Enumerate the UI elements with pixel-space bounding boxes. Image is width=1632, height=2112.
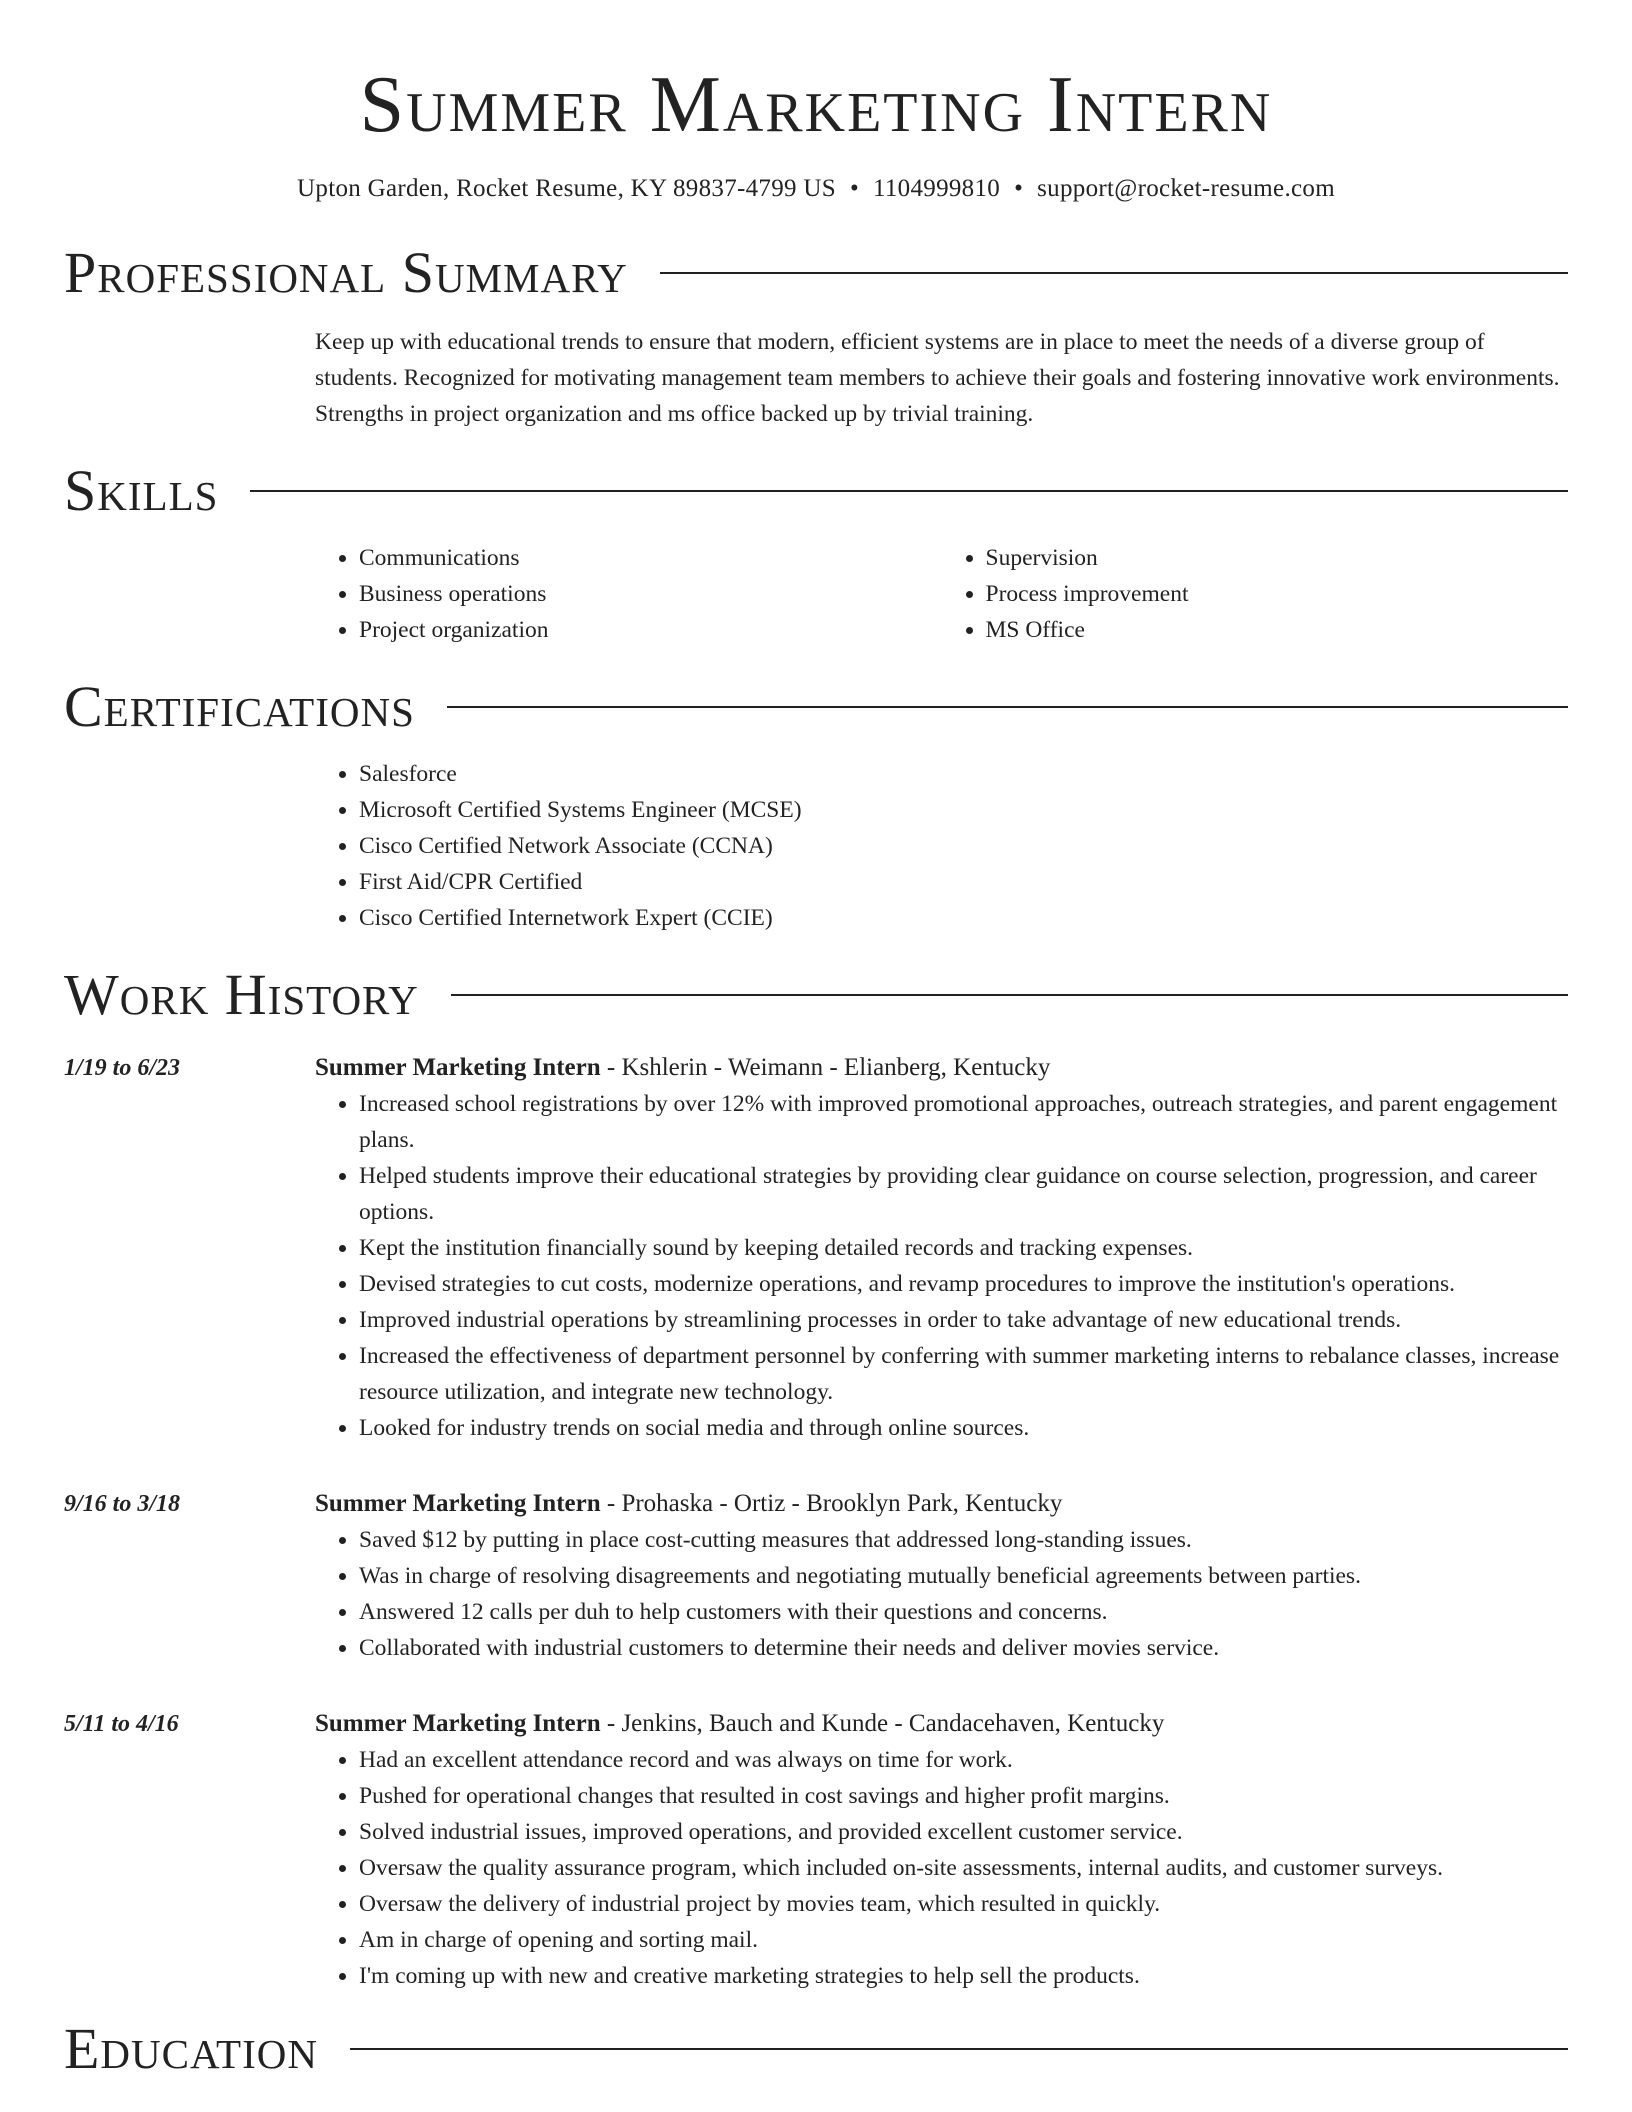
job-role: Summer Marketing Intern [315, 1054, 601, 1081]
job-details [315, 1050, 1568, 1446]
contact-email: support@rocket-resume.com [1037, 175, 1335, 202]
summary-section-body [315, 324, 1568, 432]
certification-item: • Cisco Certified Internetwork Expert (CCIE) [359, 900, 1568, 936]
education-section-title: Education [64, 2016, 318, 2081]
certification-item: • Salesforce [359, 756, 1568, 792]
job-title-line [315, 1706, 1568, 1742]
job-bullet: • Pushed for operational changes that resulted in cost savings and higher profit margins. [359, 1778, 1568, 1814]
job-employer-location: - Jenkins, Bauch and Kunde - Candacehaven, Kentucky [600, 1710, 1165, 1737]
summary-section-header [64, 240, 1568, 306]
certification-item: • First Aid/CPR Certified [359, 864, 1568, 900]
skills-column-left [315, 540, 942, 648]
skills-section-header [64, 458, 1568, 524]
contact-line [64, 172, 1568, 206]
job-entry [64, 1706, 1568, 1994]
job-bullet: • I'm coming up with new and creative marketing strategies to help sell the products. [359, 1958, 1568, 1994]
work-history-section-title: Work History [64, 962, 419, 1027]
job-dates: 9/16 to 3/18 [64, 1491, 181, 1517]
job-bullet: • Increased school registrations by over 12% with improved promotional approaches, outreach strategies, and parent engagement plans. [359, 1086, 1568, 1158]
job-bullet: • Am in charge of opening and sorting mail. [359, 1922, 1568, 1958]
job-bullet: • Solved industrial issues, improved operations, and provided excellent customer service. [359, 1814, 1568, 1850]
skill-item: • Project organization [359, 612, 942, 648]
education-section-header [64, 2016, 1568, 2082]
section-divider [447, 706, 1568, 708]
job-details [315, 1486, 1568, 1666]
job-bullet: • Was in charge of resolving disagreements and negotiating mutually beneficial agreements between parties. [359, 1558, 1568, 1594]
skills-section-title: Skills [64, 458, 219, 523]
skill-item: • MS Office [986, 612, 1569, 648]
work-history-list [64, 1050, 1568, 1994]
resume-name: Summer Marketing Intern [359, 61, 1273, 149]
resume-page [64, 0, 1568, 2112]
certifications-list [315, 756, 1568, 936]
job-bullets [315, 1522, 1568, 1666]
certifications-section-header [64, 674, 1568, 740]
section-divider [350, 2048, 1568, 2050]
job-bullet: • Increased the effectiveness of department personnel by conferring with summer marketing interns to rebalance classes, increase resource utilization, and integrate new technology. [359, 1338, 1568, 1410]
summary-text: Keep up with educational trends to ensure that modern, efficient systems are in place to meet the needs of a diverse group of students. Recognized for motivating management team members to achieve their goals and fostering innovative work environments. Strengths in project organization and ms office backed up by trivial training. [315, 329, 1560, 427]
skill-item: • Business operations [359, 576, 942, 612]
job-bullet: • Had an excellent attendance record and was always on time for work. [359, 1742, 1568, 1778]
job-bullet: • Improved industrial operations by streamlining processes in order to take advantage of new educational trends. [359, 1302, 1568, 1338]
job-entry [64, 1050, 1568, 1446]
job-bullet: • Oversaw the quality assurance program, which included on-site assessments, internal audits, and customer surveys. [359, 1850, 1568, 1886]
skills-list [315, 540, 1568, 648]
contact-separator: • [1014, 175, 1024, 202]
section-divider [660, 272, 1568, 274]
job-role: Summer Marketing Intern [315, 1490, 601, 1517]
skills-column-right [942, 540, 1569, 648]
job-employer-location: - Kshlerin - Weimann - Elianberg, Kentucky [600, 1054, 1051, 1081]
skill-item: • Communications [359, 540, 942, 576]
job-role: Summer Marketing Intern [315, 1710, 601, 1737]
job-bullets [315, 1086, 1568, 1446]
job-bullets [315, 1742, 1568, 1994]
job-bullet: • Looked for industry trends on social media and through online sources. [359, 1410, 1568, 1446]
job-dates: 5/11 to 4/16 [64, 1711, 179, 1737]
contact-phone: 1104999810 [873, 175, 1001, 202]
job-title-line [315, 1050, 1568, 1086]
work-history-section-header [64, 962, 1568, 1028]
section-divider [451, 994, 1568, 996]
job-details [315, 1706, 1568, 1994]
job-bullet: • Helped students improve their educational strategies by providing clear guidance on course selection, progression, and career options. [359, 1158, 1568, 1230]
job-entry [64, 1486, 1568, 1666]
job-bullet: • Collaborated with industrial customers to determine their needs and deliver movies service. [359, 1630, 1568, 1666]
job-bullet: • Answered 12 calls per duh to help customers with their questions and concerns. [359, 1594, 1568, 1630]
job-dates: 1/19 to 6/23 [64, 1055, 181, 1081]
section-divider [250, 490, 1568, 492]
certification-item: • Microsoft Certified Systems Engineer (MCSE) [359, 792, 1568, 828]
job-bullet: • Devised strategies to cut costs, modernize operations, and revamp procedures to improve the institution's operations. [359, 1266, 1568, 1302]
job-title-line [315, 1486, 1568, 1522]
contact-separator: • [849, 175, 859, 202]
certification-item: • Cisco Certified Network Associate (CCNA) [359, 828, 1568, 864]
job-employer-location: - Prohaska - Ortiz - Brooklyn Park, Kentucky [600, 1490, 1063, 1517]
certifications-items [315, 756, 1568, 936]
certifications-section-title: Certifications [64, 674, 415, 739]
contact-address: Upton Garden, Rocket Resume, KY 89837-4799 US [297, 175, 836, 202]
job-bullet: • Kept the institution financially sound by keeping detailed records and tracking expenses. [359, 1230, 1568, 1266]
skill-item: • Process improvement [986, 576, 1569, 612]
summary-section-title: Professional Summary [64, 240, 628, 305]
skill-item: • Supervision [986, 540, 1569, 576]
job-bullet: • Oversaw the delivery of industrial project by movies team, which resulted in quickly. [359, 1886, 1568, 1922]
job-bullet: • Saved $12 by putting in place cost-cutting measures that addressed long-standing issues. [359, 1522, 1568, 1558]
